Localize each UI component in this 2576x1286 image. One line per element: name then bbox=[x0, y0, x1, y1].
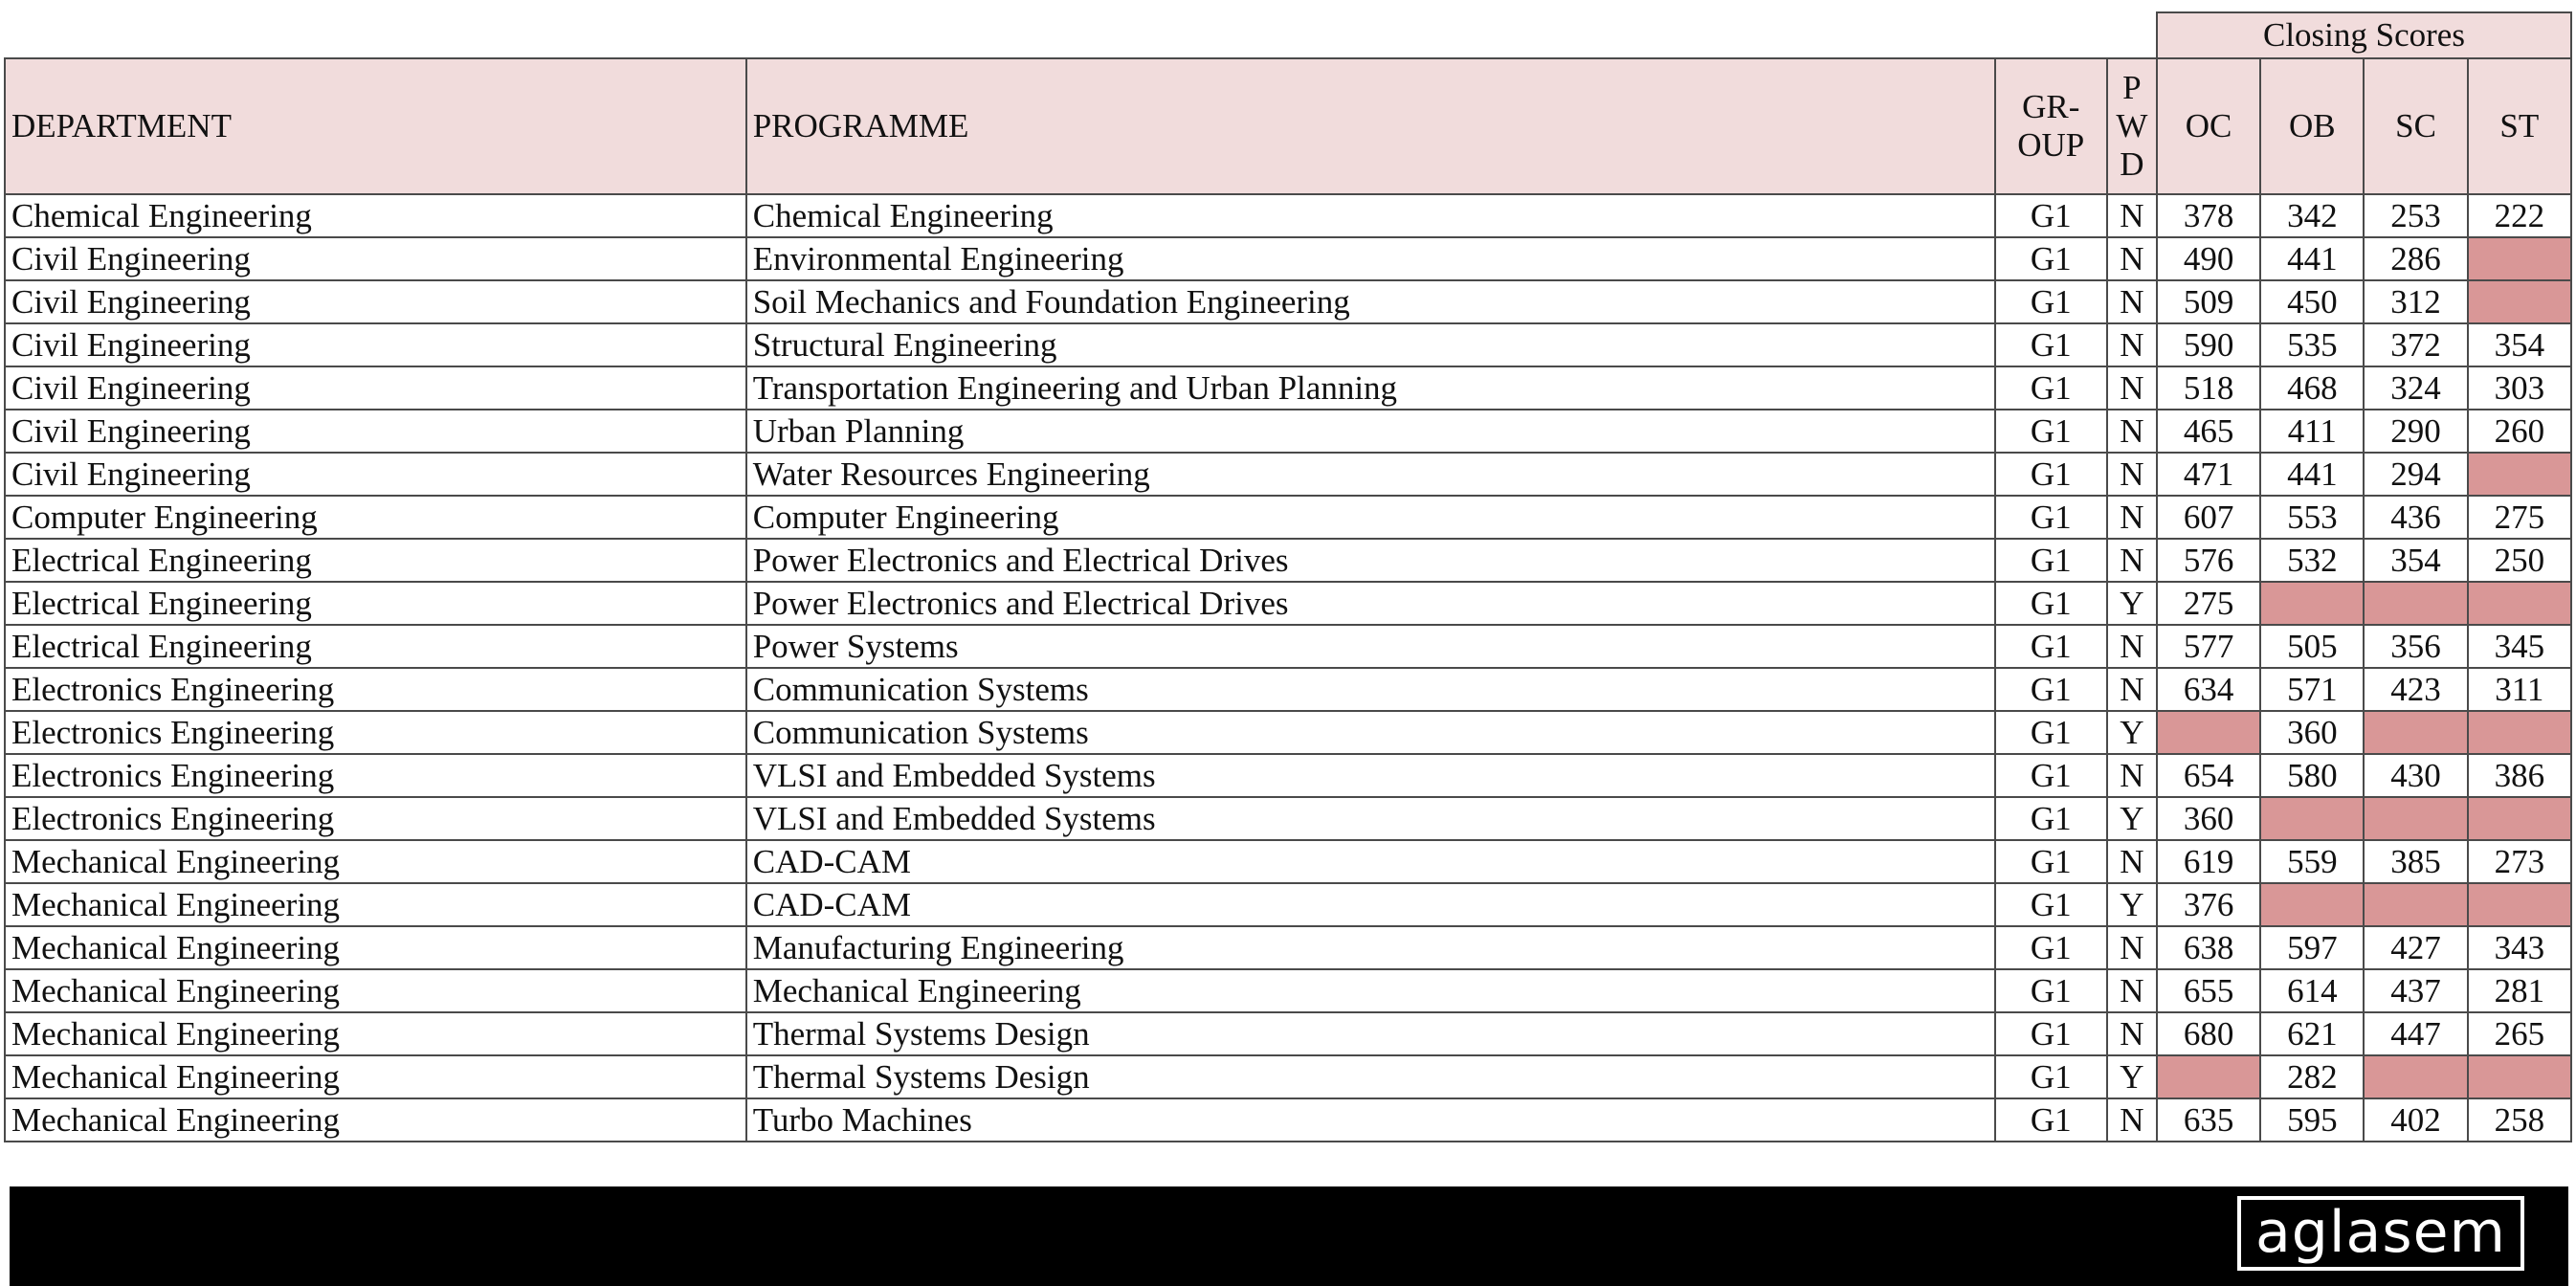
programme-cell: Power Electronics and Electrical Drives bbox=[746, 539, 1995, 582]
sc-score-cell: 354 bbox=[2364, 539, 2467, 582]
sc-score-empty-cell bbox=[2364, 582, 2467, 625]
pwd-cell: N bbox=[2107, 237, 2157, 280]
sc-score-cell: 324 bbox=[2364, 366, 2467, 410]
sc-score-cell: 286 bbox=[2364, 237, 2467, 280]
ob-score-cell: 597 bbox=[2260, 926, 2364, 969]
ob-score-cell: 580 bbox=[2260, 754, 2364, 797]
group-cell: G1 bbox=[1995, 1055, 2107, 1098]
sc-score-empty-cell bbox=[2364, 1055, 2467, 1098]
pwd-cell: Y bbox=[2107, 797, 2157, 840]
department-cell: Mechanical Engineering bbox=[5, 883, 746, 926]
pwd-cell: N bbox=[2107, 1098, 2157, 1142]
group-cell: G1 bbox=[1995, 194, 2107, 237]
sc-score-empty-cell bbox=[2364, 883, 2467, 926]
table-row bbox=[5, 539, 2571, 582]
group-cell: G1 bbox=[1995, 582, 2107, 625]
oc-score-cell: 576 bbox=[2157, 539, 2260, 582]
pwd-header-w: W bbox=[2116, 107, 2148, 144]
department-cell: Mechanical Engineering bbox=[5, 926, 746, 969]
closing-scores-table bbox=[4, 11, 2572, 1142]
oc-score-cell: 590 bbox=[2157, 323, 2260, 366]
ob-score-cell: 411 bbox=[2260, 410, 2364, 453]
table-row bbox=[5, 754, 2571, 797]
st-score-cell: 258 bbox=[2468, 1098, 2571, 1142]
programme-cell: Urban Planning bbox=[746, 410, 1995, 453]
ob-score-cell: 535 bbox=[2260, 323, 2364, 366]
pwd-cell: N bbox=[2107, 668, 2157, 711]
st-score-empty-cell bbox=[2468, 237, 2571, 280]
oc-score-cell: 378 bbox=[2157, 194, 2260, 237]
oc-score-cell: 360 bbox=[2157, 797, 2260, 840]
group-cell: G1 bbox=[1995, 668, 2107, 711]
st-score-cell: 303 bbox=[2468, 366, 2571, 410]
ob-score-cell: 621 bbox=[2260, 1012, 2364, 1055]
programme-cell: Power Electronics and Electrical Drives bbox=[746, 582, 1995, 625]
st-score-cell: 222 bbox=[2468, 194, 2571, 237]
oc-score-cell: 654 bbox=[2157, 754, 2260, 797]
programme-header: PROGRAMME bbox=[746, 58, 1995, 194]
oc-score-cell: 634 bbox=[2157, 668, 2260, 711]
st-score-empty-cell bbox=[2468, 582, 2571, 625]
st-score-empty-cell bbox=[2468, 280, 2571, 323]
pwd-cell: N bbox=[2107, 840, 2157, 883]
ob-score-empty-cell bbox=[2260, 797, 2364, 840]
programme-cell: CAD-CAM bbox=[746, 883, 1995, 926]
ob-score-cell: 282 bbox=[2260, 1055, 2364, 1098]
department-cell: Electronics Engineering bbox=[5, 668, 746, 711]
oc-score-cell: 607 bbox=[2157, 496, 2260, 539]
st-score-cell: 345 bbox=[2468, 625, 2571, 668]
programme-cell: Turbo Machines bbox=[746, 1098, 1995, 1142]
pwd-cell: Y bbox=[2107, 883, 2157, 926]
ob-score-cell: 559 bbox=[2260, 840, 2364, 883]
st-score-cell: 273 bbox=[2468, 840, 2571, 883]
table-body bbox=[5, 194, 2571, 1142]
table-row bbox=[5, 323, 2571, 366]
oc-header: OC bbox=[2157, 58, 2260, 194]
table-row bbox=[5, 453, 2571, 496]
table-row bbox=[5, 1055, 2571, 1098]
ob-score-cell: 468 bbox=[2260, 366, 2364, 410]
oc-score-cell: 490 bbox=[2157, 237, 2260, 280]
department-cell: Mechanical Engineering bbox=[5, 1098, 746, 1142]
st-score-cell: 265 bbox=[2468, 1012, 2571, 1055]
table-row bbox=[5, 410, 2571, 453]
group-cell: G1 bbox=[1995, 840, 2107, 883]
st-score-cell: 354 bbox=[2468, 323, 2571, 366]
pwd-cell: N bbox=[2107, 754, 2157, 797]
pwd-cell: Y bbox=[2107, 711, 2157, 754]
pwd-cell: N bbox=[2107, 1012, 2157, 1055]
pwd-cell: Y bbox=[2107, 582, 2157, 625]
ob-score-cell: 553 bbox=[2260, 496, 2364, 539]
column-header-row bbox=[5, 58, 2571, 194]
pwd-header bbox=[2107, 58, 2157, 194]
programme-cell: Soil Mechanics and Foundation Engineering bbox=[746, 280, 1995, 323]
pwd-cell: N bbox=[2107, 453, 2157, 496]
pwd-cell: N bbox=[2107, 539, 2157, 582]
pwd-cell: Y bbox=[2107, 1055, 2157, 1098]
ob-score-empty-cell bbox=[2260, 582, 2364, 625]
department-cell: Electronics Engineering bbox=[5, 754, 746, 797]
st-score-cell: 275 bbox=[2468, 496, 2571, 539]
department-cell: Electronics Engineering bbox=[5, 711, 746, 754]
ob-score-empty-cell bbox=[2260, 883, 2364, 926]
group-cell: G1 bbox=[1995, 453, 2107, 496]
oc-score-cell: 509 bbox=[2157, 280, 2260, 323]
department-cell: Civil Engineering bbox=[5, 237, 746, 280]
st-score-cell: 311 bbox=[2468, 668, 2571, 711]
pwd-cell: N bbox=[2107, 625, 2157, 668]
st-score-cell: 281 bbox=[2468, 969, 2571, 1012]
st-score-empty-cell bbox=[2468, 1055, 2571, 1098]
aglasem-logo: aglasem bbox=[2237, 1196, 2524, 1271]
ob-score-cell: 614 bbox=[2260, 969, 2364, 1012]
ob-score-cell: 360 bbox=[2260, 711, 2364, 754]
department-cell: Civil Engineering bbox=[5, 453, 746, 496]
footer-bar bbox=[10, 1186, 2568, 1286]
sc-score-cell: 402 bbox=[2364, 1098, 2467, 1142]
ob-score-cell: 441 bbox=[2260, 453, 2364, 496]
table-row bbox=[5, 840, 2571, 883]
sc-score-cell: 437 bbox=[2364, 969, 2467, 1012]
table-row bbox=[5, 711, 2571, 754]
group-cell: G1 bbox=[1995, 1098, 2107, 1142]
group-cell: G1 bbox=[1995, 883, 2107, 926]
pwd-cell: N bbox=[2107, 926, 2157, 969]
oc-score-empty-cell bbox=[2157, 711, 2260, 754]
oc-score-cell: 376 bbox=[2157, 883, 2260, 926]
group-cell: G1 bbox=[1995, 280, 2107, 323]
group-cell: G1 bbox=[1995, 496, 2107, 539]
super-header-row bbox=[5, 12, 2571, 58]
sc-score-cell: 436 bbox=[2364, 496, 2467, 539]
pwd-cell: N bbox=[2107, 194, 2157, 237]
table-row bbox=[5, 194, 2571, 237]
group-cell: G1 bbox=[1995, 539, 2107, 582]
group-cell: G1 bbox=[1995, 1012, 2107, 1055]
programme-cell: VLSI and Embedded Systems bbox=[746, 754, 1995, 797]
group-header bbox=[1995, 58, 2107, 194]
group-cell: G1 bbox=[1995, 969, 2107, 1012]
ob-score-cell: 532 bbox=[2260, 539, 2364, 582]
programme-cell: Chemical Engineering bbox=[746, 194, 1995, 237]
sc-score-empty-cell bbox=[2364, 797, 2467, 840]
sc-score-empty-cell bbox=[2364, 711, 2467, 754]
oc-score-empty-cell bbox=[2157, 1055, 2260, 1098]
st-score-empty-cell bbox=[2468, 711, 2571, 754]
pwd-cell: N bbox=[2107, 410, 2157, 453]
programme-cell: Mechanical Engineering bbox=[746, 969, 1995, 1012]
programme-cell: Environmental Engineering bbox=[746, 237, 1995, 280]
department-cell: Civil Engineering bbox=[5, 366, 746, 410]
st-score-empty-cell bbox=[2468, 797, 2571, 840]
oc-score-cell: 275 bbox=[2157, 582, 2260, 625]
group-cell: G1 bbox=[1995, 410, 2107, 453]
group-cell: G1 bbox=[1995, 797, 2107, 840]
sc-score-cell: 427 bbox=[2364, 926, 2467, 969]
department-cell: Mechanical Engineering bbox=[5, 1012, 746, 1055]
department-cell: Chemical Engineering bbox=[5, 194, 746, 237]
programme-cell: Communication Systems bbox=[746, 668, 1995, 711]
sc-score-cell: 312 bbox=[2364, 280, 2467, 323]
ob-header: OB bbox=[2260, 58, 2364, 194]
group-cell: G1 bbox=[1995, 625, 2107, 668]
department-cell: Civil Engineering bbox=[5, 280, 746, 323]
programme-cell: Thermal Systems Design bbox=[746, 1055, 1995, 1098]
department-cell: Mechanical Engineering bbox=[5, 969, 746, 1012]
sc-score-cell: 430 bbox=[2364, 754, 2467, 797]
table-row bbox=[5, 625, 2571, 668]
group-header-line2: OUP bbox=[2017, 126, 2085, 164]
table-row bbox=[5, 969, 2571, 1012]
oc-score-cell: 518 bbox=[2157, 366, 2260, 410]
group-cell: G1 bbox=[1995, 926, 2107, 969]
oc-score-cell: 680 bbox=[2157, 1012, 2260, 1055]
oc-score-cell: 577 bbox=[2157, 625, 2260, 668]
sc-score-cell: 290 bbox=[2364, 410, 2467, 453]
programme-cell: Transportation Engineering and Urban Planning bbox=[746, 366, 1995, 410]
sc-score-cell: 253 bbox=[2364, 194, 2467, 237]
ob-score-cell: 450 bbox=[2260, 280, 2364, 323]
table-row bbox=[5, 1098, 2571, 1142]
table-row bbox=[5, 1012, 2571, 1055]
group-header-line1: GR- bbox=[2022, 88, 2080, 125]
department-cell: Computer Engineering bbox=[5, 496, 746, 539]
programme-cell: Water Resources Engineering bbox=[746, 453, 1995, 496]
table-row bbox=[5, 797, 2571, 840]
sc-score-cell: 356 bbox=[2364, 625, 2467, 668]
table-row bbox=[5, 926, 2571, 969]
sc-score-cell: 372 bbox=[2364, 323, 2467, 366]
table-row bbox=[5, 496, 2571, 539]
pwd-cell: N bbox=[2107, 969, 2157, 1012]
oc-score-cell: 471 bbox=[2157, 453, 2260, 496]
group-cell: G1 bbox=[1995, 711, 2107, 754]
group-cell: G1 bbox=[1995, 754, 2107, 797]
group-cell: G1 bbox=[1995, 366, 2107, 410]
table-row bbox=[5, 883, 2571, 926]
super-header-spacer bbox=[5, 12, 2157, 58]
sc-score-cell: 294 bbox=[2364, 453, 2467, 496]
department-cell: Mechanical Engineering bbox=[5, 840, 746, 883]
oc-score-cell: 655 bbox=[2157, 969, 2260, 1012]
programme-cell: CAD-CAM bbox=[746, 840, 1995, 883]
pwd-header-d: D bbox=[2120, 145, 2144, 183]
department-cell: Electrical Engineering bbox=[5, 582, 746, 625]
programme-cell: Manufacturing Engineering bbox=[746, 926, 1995, 969]
programme-cell: Power Systems bbox=[746, 625, 1995, 668]
table-row bbox=[5, 280, 2571, 323]
ob-score-cell: 595 bbox=[2260, 1098, 2364, 1142]
programme-cell: VLSI and Embedded Systems bbox=[746, 797, 1995, 840]
st-header: ST bbox=[2468, 58, 2571, 194]
pwd-cell: N bbox=[2107, 280, 2157, 323]
group-cell: G1 bbox=[1995, 323, 2107, 366]
programme-cell: Thermal Systems Design bbox=[746, 1012, 1995, 1055]
sc-score-cell: 385 bbox=[2364, 840, 2467, 883]
programme-cell: Communication Systems bbox=[746, 711, 1995, 754]
ob-score-cell: 571 bbox=[2260, 668, 2364, 711]
department-header: DEPARTMENT bbox=[5, 58, 746, 194]
oc-score-cell: 619 bbox=[2157, 840, 2260, 883]
st-score-cell: 260 bbox=[2468, 410, 2571, 453]
st-score-empty-cell bbox=[2468, 453, 2571, 496]
oc-score-cell: 638 bbox=[2157, 926, 2260, 969]
table-row bbox=[5, 237, 2571, 280]
department-cell: Electronics Engineering bbox=[5, 797, 746, 840]
department-cell: Civil Engineering bbox=[5, 410, 746, 453]
department-cell: Civil Engineering bbox=[5, 323, 746, 366]
ob-score-cell: 505 bbox=[2260, 625, 2364, 668]
ob-score-cell: 441 bbox=[2260, 237, 2364, 280]
closing-scores-super-header: Closing Scores bbox=[2157, 12, 2571, 58]
pwd-cell: N bbox=[2107, 366, 2157, 410]
st-score-cell: 343 bbox=[2468, 926, 2571, 969]
oc-score-cell: 635 bbox=[2157, 1098, 2260, 1142]
st-score-empty-cell bbox=[2468, 883, 2571, 926]
sc-score-cell: 447 bbox=[2364, 1012, 2467, 1055]
group-cell: G1 bbox=[1995, 237, 2107, 280]
sc-header: SC bbox=[2364, 58, 2467, 194]
pwd-cell: N bbox=[2107, 323, 2157, 366]
programme-cell: Computer Engineering bbox=[746, 496, 1995, 539]
table-row bbox=[5, 668, 2571, 711]
oc-score-cell: 465 bbox=[2157, 410, 2260, 453]
table-row bbox=[5, 366, 2571, 410]
sc-score-cell: 423 bbox=[2364, 668, 2467, 711]
pwd-header-p: P bbox=[2122, 69, 2142, 106]
department-cell: Electrical Engineering bbox=[5, 625, 746, 668]
ob-score-cell: 342 bbox=[2260, 194, 2364, 237]
st-score-cell: 250 bbox=[2468, 539, 2571, 582]
department-cell: Mechanical Engineering bbox=[5, 1055, 746, 1098]
st-score-cell: 386 bbox=[2468, 754, 2571, 797]
pwd-cell: N bbox=[2107, 496, 2157, 539]
department-cell: Electrical Engineering bbox=[5, 539, 746, 582]
table-row bbox=[5, 582, 2571, 625]
programme-cell: Structural Engineering bbox=[746, 323, 1995, 366]
